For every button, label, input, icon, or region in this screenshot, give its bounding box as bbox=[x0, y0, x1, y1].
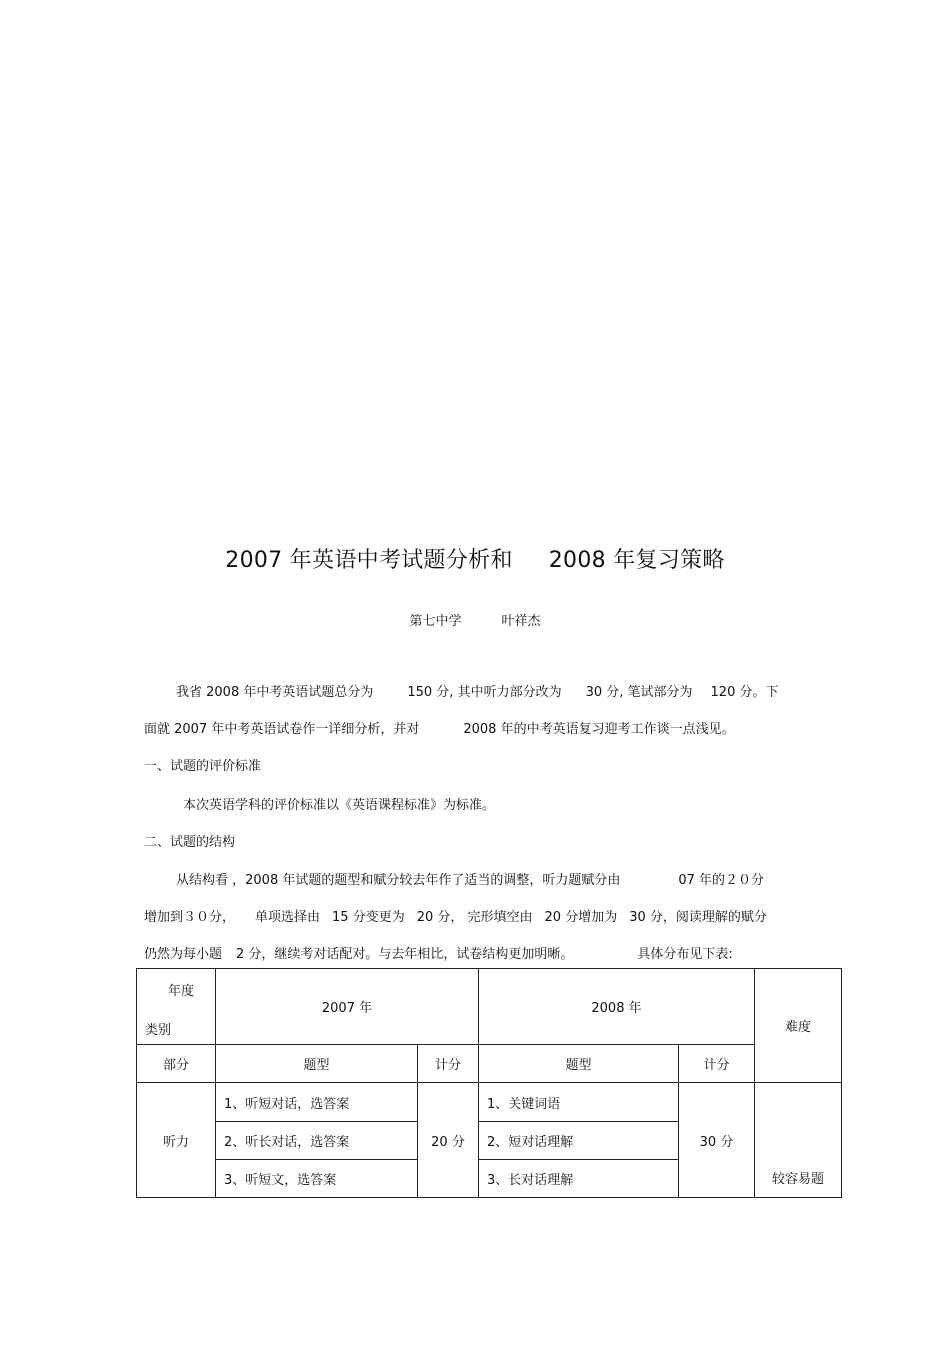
header-part: 部分 bbox=[137, 1045, 216, 1083]
intro-line-1 bbox=[176, 681, 778, 700]
cell-part-listening: 听力 bbox=[137, 1083, 216, 1198]
text-span: 20 分增加为 bbox=[544, 910, 618, 925]
author-name: 叶祥杰 bbox=[501, 614, 541, 629]
score-distribution-table bbox=[136, 968, 842, 1198]
text-span: 15 分变更为 bbox=[332, 910, 405, 925]
header-2008: 2008 年 bbox=[479, 969, 755, 1045]
text-span: 具体分布见下表: bbox=[637, 947, 733, 962]
text-span: 20 分， 完形填空由 bbox=[416, 910, 533, 925]
document-title bbox=[0, 543, 950, 574]
text-span: 增加到３０分， bbox=[144, 910, 236, 925]
text-span: 仍然为每小题 bbox=[144, 947, 223, 962]
section-2-line-2 bbox=[144, 906, 767, 925]
table-row bbox=[137, 1083, 842, 1122]
author-line bbox=[0, 610, 950, 629]
text-span: 150 分, 其中听力部分改为 bbox=[407, 685, 562, 700]
cell-item-2007: 1、听短对话，选答案 bbox=[216, 1083, 418, 1122]
text-span: 2008 年的中考英语复习迎考工作谈一点浅见。 bbox=[463, 722, 735, 737]
text-span: 我省 2008 年中考英语试题总分为 bbox=[176, 685, 374, 700]
header-score-2007: 计分 bbox=[418, 1045, 479, 1083]
cell-item-2007: 2、听长对话，选答案 bbox=[216, 1122, 418, 1160]
cell-difficulty: 较容易题 bbox=[755, 1083, 842, 1198]
text-span: 120 分。下 bbox=[710, 685, 779, 700]
corner-cell bbox=[137, 969, 216, 1045]
cell-item-2008: 3、长对话理解 bbox=[479, 1160, 679, 1198]
section-heading-2: 二、试题的结构 bbox=[144, 835, 236, 850]
section-2-line-3 bbox=[144, 943, 733, 962]
school-name: 第七中学 bbox=[409, 614, 462, 629]
cell-item-2007: 3、听短文，选答案 bbox=[216, 1160, 418, 1198]
text-span: 面就 2007 年中考英语试卷作一详细分析，并对 bbox=[144, 722, 420, 737]
intro-line-2 bbox=[144, 718, 735, 737]
header-difficulty: 难度 bbox=[755, 969, 842, 1083]
text-span: 30 分, 笔试部分为 bbox=[585, 685, 693, 700]
text-span: 2 分，继续考对话配对。与去年相比，试卷结构更加明晰。 bbox=[236, 947, 574, 962]
table-header-row-1 bbox=[137, 969, 842, 1045]
table-header-row-2 bbox=[137, 1045, 842, 1083]
section-heading-1: 一、试题的评价标准 bbox=[144, 759, 262, 774]
section-2-line-1 bbox=[176, 869, 764, 888]
text-span: 从结构看 ，2008 年试题的题型和赋分较去年作了适当的调整，听力题赋分由 bbox=[176, 873, 621, 888]
cell-item-2008: 2、短对话理解 bbox=[479, 1122, 679, 1160]
title-part-2: 2008 年复习策略 bbox=[548, 548, 725, 573]
text-span: 30 分，阅读理解的赋分 bbox=[629, 910, 767, 925]
cell-item-2008: 1、关键词语 bbox=[479, 1083, 679, 1122]
header-2007: 2007 年 bbox=[216, 969, 479, 1045]
corner-label-category: 类别 bbox=[145, 1023, 172, 1038]
text-span: 07 年的２０分 bbox=[678, 873, 765, 888]
section-1-text: 本次英语学科的评价标准以《英语课程标准》为标准。 bbox=[183, 798, 496, 813]
text-span: 单项选择由 bbox=[255, 910, 321, 925]
title-part-1: 2007 年英语中考试题分析和 bbox=[225, 548, 513, 573]
cell-score-2007: 20 分 bbox=[418, 1083, 479, 1198]
header-type-2008: 题型 bbox=[479, 1045, 679, 1083]
header-type-2007: 题型 bbox=[216, 1045, 418, 1083]
corner-label-year: 年度 bbox=[168, 984, 195, 999]
cell-score-2008: 30 分 bbox=[679, 1083, 755, 1198]
header-score-2008: 计分 bbox=[679, 1045, 755, 1083]
